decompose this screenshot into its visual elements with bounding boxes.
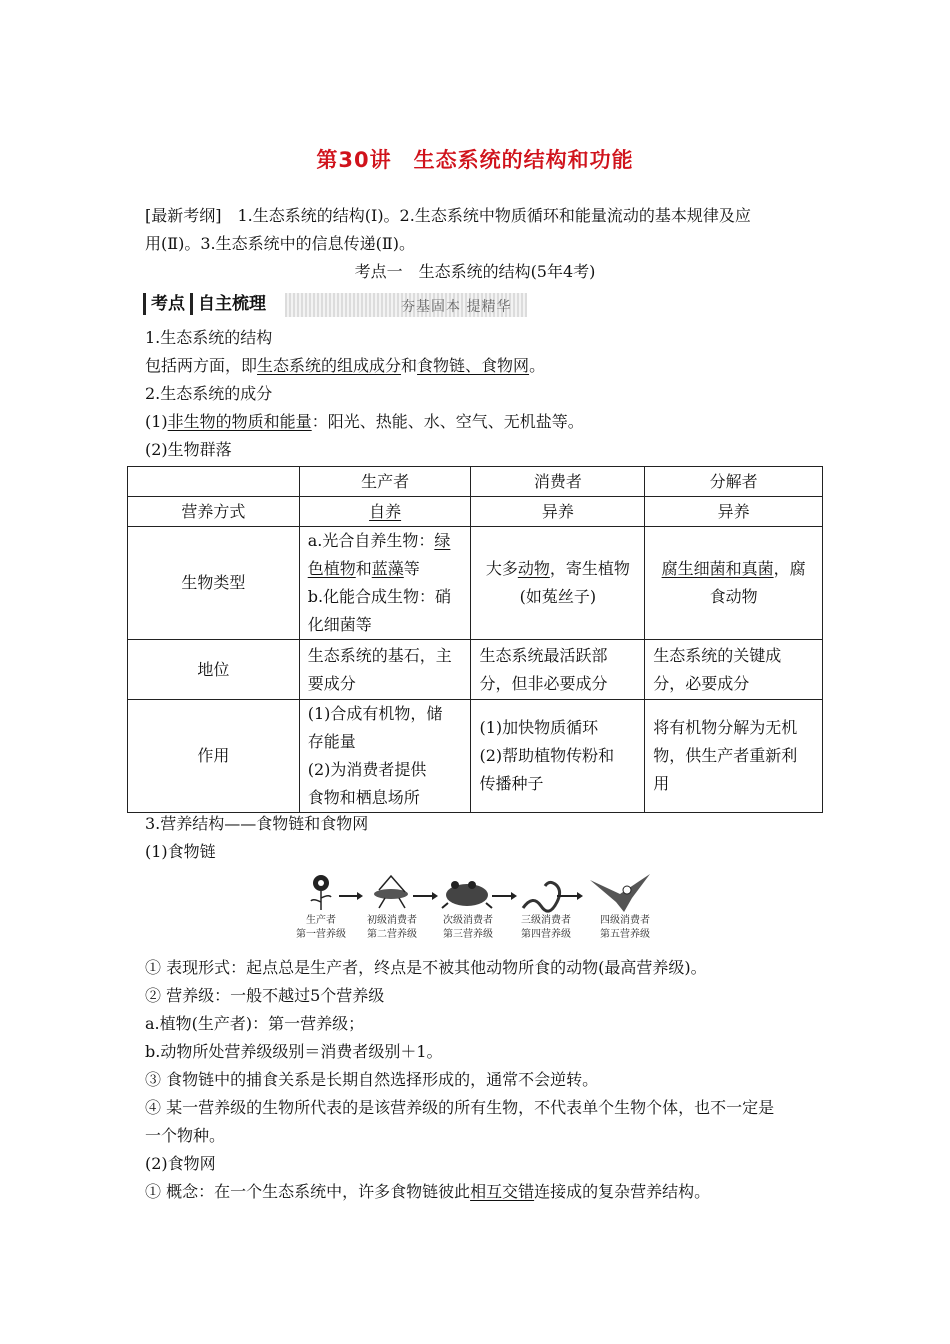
row-label: 地位 [128, 640, 300, 700]
cell-line: 用 [653, 774, 670, 793]
cell-consumer [471, 640, 645, 700]
cell-text: 和 [355, 559, 372, 578]
cell-line: b.化能合成生物：硝 [307, 587, 452, 606]
cell-producer [299, 497, 471, 527]
cell-line [653, 555, 814, 583]
chain-role: 三级消费者 [521, 915, 571, 926]
cell-line: 食动物 [709, 587, 758, 606]
cell-decomposer [645, 640, 823, 700]
cell-line [308, 527, 463, 555]
s2-p1-underline: 非生物的物质和能量 [167, 412, 312, 431]
cell-underline: 绿 [434, 531, 451, 550]
syllabus-line-1: [最新考纲] 1.生态系统的结构(Ⅰ)。2.生态系统中物质循环和能量流动的基本规律及应 [145, 206, 751, 225]
table-header-decomposer: 分解者 [645, 467, 823, 497]
chain-level: 第五营养级 [600, 929, 650, 940]
cell-text: ，腐 [773, 559, 806, 578]
s3-p2: ② 营养级：一般不越过5个营养级 [145, 986, 385, 1005]
cell-line: 物，供生产者重新利 [653, 746, 798, 765]
cell-consumer [471, 527, 645, 640]
chain-label-2 [357, 914, 427, 942]
s2-p1-rest: ：阳光、热能、水、空气、无机盐等。 [311, 412, 584, 431]
s1-text-b: 和 [401, 356, 418, 375]
banner-tag-zizhu: 自主梳理 [190, 293, 271, 315]
cell-producer [299, 527, 471, 640]
section-heading: 考点一 生态系统的结构(5年4考) [354, 262, 596, 281]
cell-text: a.光合自养生物： [307, 531, 435, 550]
s3-sub1: (1)食物链 [145, 842, 216, 861]
cell-line: 传播种子 [479, 774, 544, 793]
s3-p7-underline: 相互交错 [470, 1182, 535, 1201]
s3-sub2: (2)食物网 [145, 1154, 216, 1173]
s3-p5: ③ 食物链中的捕食关系是长期自然选择形成的，通常不会逆转。 [145, 1070, 599, 1089]
food-chain-figure [295, 870, 660, 944]
chain-role: 四级消费者 [600, 915, 650, 926]
cell-line: 分，但非必要成分 [479, 673, 608, 693]
cell-line [479, 555, 636, 583]
s1-underline-components: 生态系统的组成成分 [257, 356, 402, 375]
chain-label-3 [433, 914, 503, 942]
cell-line: 生态系统的基石，主 [307, 645, 452, 665]
cell-line: 食物和栖息场所 [307, 788, 420, 807]
cell-line: 要成分 [307, 673, 356, 693]
cell-producer [299, 640, 471, 700]
s3-p1: ① 表现形式：起点总是生产者，终点是不被其他动物所食的动物(最高营养级)。 [145, 958, 707, 977]
chain-role: 次级消费者 [443, 915, 493, 926]
chain-label-1 [286, 914, 356, 942]
community-table [127, 466, 823, 813]
chain-label-5 [590, 914, 660, 942]
s2-heading: 2.生态系统的成分 [145, 384, 273, 403]
s3-heading: 3.营养结构——食物链和食物网 [145, 814, 369, 833]
page-title: 第30讲 生态系统的结构和功能 [316, 148, 634, 172]
cell-underline: 动物 [517, 559, 550, 578]
cell-line: (1)加快物质循环 [479, 718, 599, 737]
table-row-function [128, 700, 823, 813]
cell-line: 化细菌等 [307, 615, 372, 634]
banner-tag-kaodian: 考点 [143, 293, 190, 315]
s3-p6a: ④ 某一营养级的生物所代表的是该营养级的所有生物，不代表单个生物个体，也不一定是 [145, 1098, 775, 1117]
cell-line: 生态系统最活跃部 [479, 645, 608, 665]
s1-text-a: 包括两方面，即 [145, 356, 258, 375]
s3-p6b: 一个物种。 [145, 1126, 226, 1145]
arrow-2 [413, 892, 438, 900]
s1-underline-foodweb: 食物链、食物网 [417, 356, 530, 375]
frog-icon [442, 881, 492, 908]
table-row-nutrition [128, 497, 823, 527]
flower-icon [311, 875, 331, 910]
table-header-producer: 生产者 [299, 467, 471, 497]
chain-label-4 [511, 914, 581, 942]
table-header-empty [128, 467, 300, 497]
cell-line: 分，必要成分 [653, 673, 750, 693]
cell-line: (如菟丝子) [519, 587, 597, 606]
row-label: 作用 [128, 700, 300, 813]
cell-consumer [471, 700, 645, 813]
cell-text: ，寄生植物 [549, 559, 630, 578]
chain-level: 第二营养级 [367, 929, 417, 940]
s3-p7-rest: 连接成的复杂营养结构。 [534, 1182, 711, 1201]
study-banner [143, 290, 527, 318]
chain-level: 第四营养级 [521, 929, 571, 940]
cell-line: 存能量 [307, 732, 356, 751]
food-chain-drawing [295, 870, 660, 914]
cell-text: 大多 [485, 559, 518, 578]
table-row-status [128, 640, 823, 700]
cell-producer [299, 700, 471, 813]
cell-line: 将有机物分解为无机 [653, 718, 798, 737]
snake-icon [523, 882, 560, 911]
s2-p1-prefix: (1) [145, 412, 168, 431]
s3-p4: b.动物所处营养级级别＝消费者级别＋1。 [145, 1042, 443, 1061]
grasshopper-icon [374, 876, 408, 908]
banner-tag [143, 290, 274, 318]
row-label: 生物类型 [128, 527, 300, 640]
cell-decomposer [645, 527, 823, 640]
eagle-icon [590, 874, 650, 912]
table-header-consumer: 消费者 [471, 467, 645, 497]
cell-line: 生态系统的关键成 [653, 645, 782, 665]
s1-text [145, 356, 545, 376]
s2-p2: (2)生物群落 [145, 440, 232, 459]
row-label: 营养方式 [128, 497, 300, 527]
cell-line: (2)为消费者提供 [307, 760, 427, 779]
s2-p1 [145, 412, 584, 432]
cell-underline: 色植物 [307, 559, 356, 578]
banner-stripe [285, 293, 527, 317]
cell-line [308, 555, 463, 583]
cell-text: 等 [403, 559, 420, 578]
cell-line: (2)帮助植物传粉和 [479, 746, 615, 765]
cell-producer-text: 自养 [369, 501, 402, 521]
s1-heading: 1.生态系统的结构 [145, 328, 273, 347]
cell-underline: 蓝藻 [371, 559, 404, 578]
cell-decomposer [645, 700, 823, 813]
cell-line: (1)合成有机物，储 [307, 704, 443, 723]
table-header-row [128, 467, 823, 497]
syllabus-line-2: 用(Ⅱ)。3.生态系统中的信息传递(Ⅱ)。 [145, 234, 415, 253]
arrow-1 [339, 892, 363, 900]
chain-level: 第一营养级 [296, 929, 346, 940]
chain-role: 初级消费者 [367, 915, 417, 926]
arrow-3 [492, 892, 517, 900]
cell-decomposer: 异养 [645, 497, 823, 527]
banner-slogan: 夯基固本 提精华 [401, 299, 512, 315]
chain-role: 生产者 [306, 915, 336, 926]
s1-text-c: 。 [529, 356, 546, 375]
s3-p7 [145, 1182, 710, 1202]
cell-underline: 腐生细菌和真菌 [661, 559, 774, 578]
s3-p3: a.植物(生产者)：第一营养级； [145, 1014, 365, 1033]
cell-consumer: 异养 [471, 497, 645, 527]
table-row-type [128, 527, 823, 640]
chain-level: 第三营养级 [443, 929, 493, 940]
s3-p7-prefix: ① 概念：在一个生态系统中，许多食物链彼此 [145, 1182, 471, 1201]
